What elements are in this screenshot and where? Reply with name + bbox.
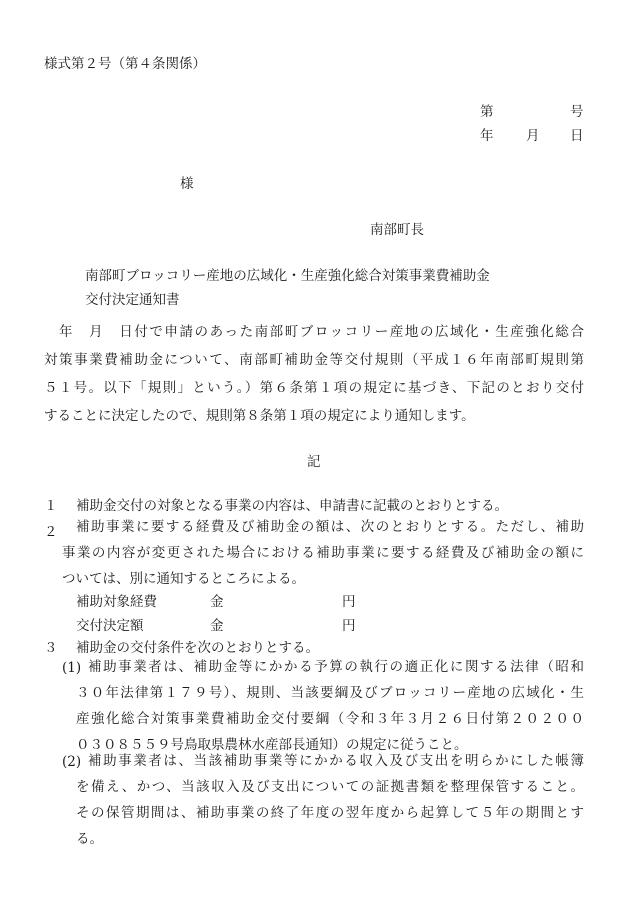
doc-number-label-dai: 第: [480, 104, 494, 120]
intro-line: ５１号。以下「規則」という。）第６条第１項の規定に基づき、下記のとおり交付: [44, 380, 584, 396]
intro-line: 対策事業費補助金について、南部町補助金等交付規則（平成１６年南部町規則第: [44, 352, 584, 368]
sub-1-text: [76, 654, 584, 758]
issuer: 南部町長: [370, 222, 424, 238]
sub-2-line: る。: [76, 831, 103, 847]
amount-kin-2: 金: [210, 618, 224, 634]
intro-paragraph: [44, 318, 584, 430]
sub-2-line: その保管期間は、補助事業の終了年度の翌年度から起算して５年の期間とす: [76, 805, 584, 821]
amount-label-subsidy-cost: 補助対象経費: [76, 594, 157, 610]
amount-label-decision: 交付決定額: [76, 618, 144, 634]
sub-1-line: 産強化総合対策事業費補助金交付要綱（令和３年３月２６日付第２０２００: [76, 711, 584, 727]
title-line-1: 南部町ブロッコリー産地の広域化・生産強化総合対策事業費補助金: [85, 268, 490, 284]
item-1-text: 補助金交付の対象となる事業の内容は、申請書に記載のとおりとする。: [76, 498, 508, 514]
sub-1-number: (1): [62, 660, 82, 676]
sub-2-line: を備え、かつ、当該収入及び支出についての証拠書類を整理保管すること。: [76, 779, 584, 795]
item-2-line: 事業の内容が変更された場合における補助事業に要する経費及び補助金の額に: [62, 545, 584, 561]
intro-line: することに決定したので、規則第８条第１項の規定により通知します。: [44, 408, 475, 424]
date-month: 月: [526, 128, 540, 144]
item-3-text: 補助金の交付条件を次のとおりとする。: [76, 640, 319, 656]
form-number: 様式第２号（第４条関係）: [44, 56, 206, 72]
item-3-number: ３: [44, 640, 58, 656]
sub-1-line: ３０年法律第１７９号）、規則、当該要綱及びブロッコリー産地の広域化・生: [76, 685, 584, 701]
item-2-line: 補助事業に要する経費及び補助金の額は、次のとおりとする。ただし、補助: [76, 519, 584, 535]
item-2-text: [62, 514, 584, 592]
amount-yen-1: 円: [342, 594, 356, 610]
intro-line: 年 月 日付で申請のあった南部町ブロッコリー産地の広域化・生産強化総合: [44, 324, 584, 340]
doc-number-label-go: 号: [570, 104, 584, 120]
date-day: 日: [570, 128, 584, 144]
sub-1-line: ０３０８５５９号鳥取県農林水産部長通知）の規定に従うこと。: [76, 737, 468, 753]
sub-2-line: 補助事業者は、当該補助事業等にかかる収入及び支出を明らかにした帳簿: [88, 753, 584, 769]
sub-1-line: 補助事業者は、補助金等にかかる予算の執行の適正化に関する法律（昭和: [88, 659, 584, 675]
addressee-suffix: 様: [180, 176, 194, 192]
date-year: 年: [480, 128, 494, 144]
sub-2-text: [76, 748, 584, 852]
amount-yen-2: 円: [342, 618, 356, 634]
title-line-2: 交付決定通知書: [85, 292, 180, 308]
item-2-number: ２: [44, 524, 58, 540]
ki-heading: 記: [307, 454, 321, 470]
item-2-line: ついては、別に通知するところによる。: [62, 571, 305, 587]
amount-kin-1: 金: [210, 594, 224, 610]
sub-2-number: (2): [62, 754, 82, 770]
item-1-number: １: [44, 498, 58, 514]
